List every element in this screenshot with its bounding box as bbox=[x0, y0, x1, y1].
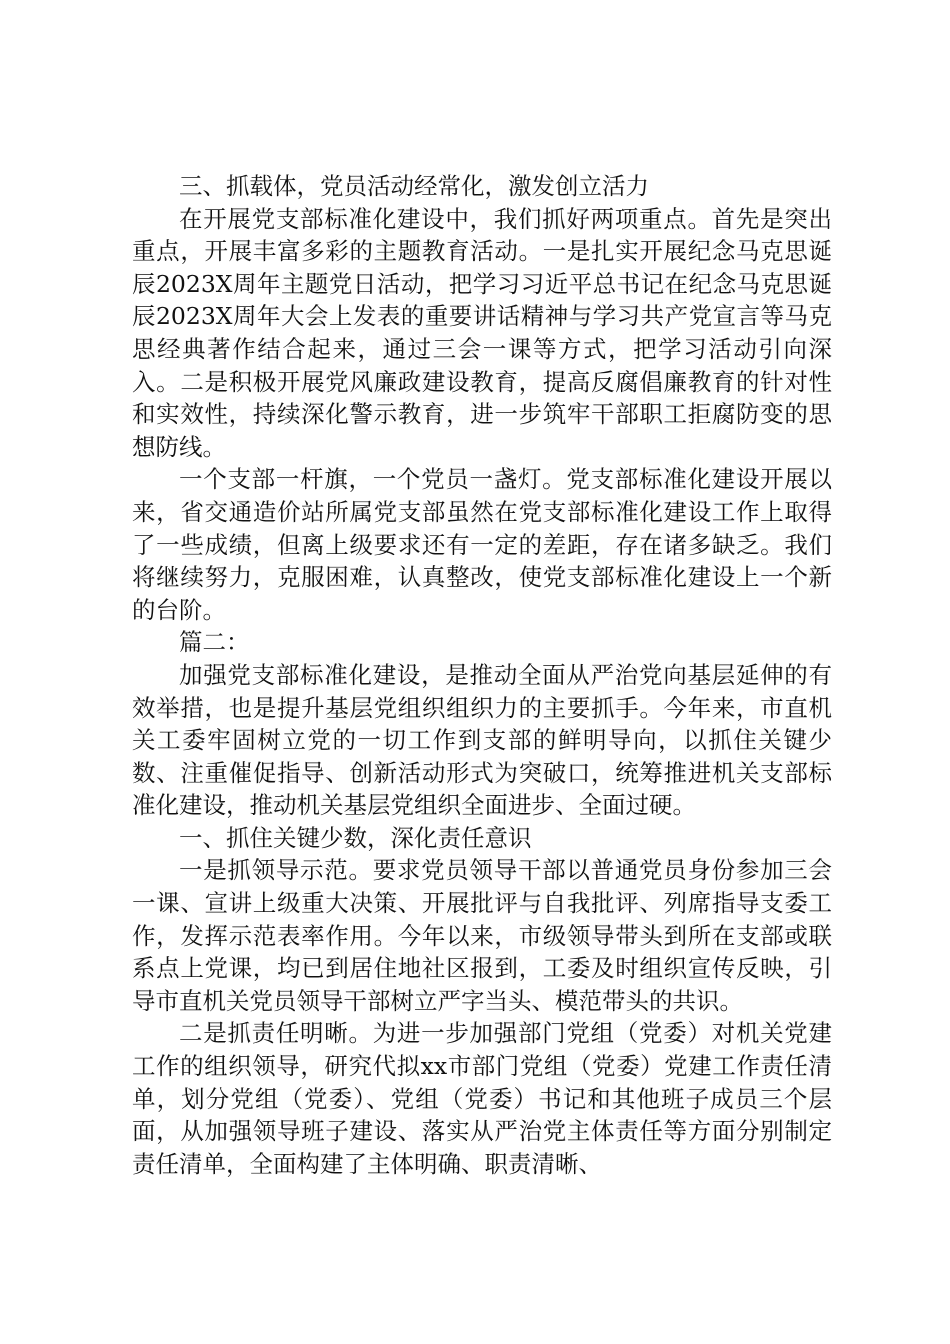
section-heading-3: 三、抓载体，党员活动经常化，激发创立活力 bbox=[179, 172, 649, 200]
document-body bbox=[132, 170, 832, 1180]
section-heading-1: 一、抓住关键少数，深化责任意识 bbox=[179, 823, 532, 852]
paragraph-intro-standardization: 加强党支部标准化建设，是推动全面从严治党向基层延伸的有效举措，也是提升基层党组织组织力的主要抓手。今年来，市直机关工委牢固树立党的一切工作到支部的鲜明导向，以抓住关键少数、注重催促指导、创新活动形式为突破口，统筹推进机关支部标准化建设，推动机关基层党组织全面进步、全面过硬。 bbox=[132, 660, 832, 820]
paragraph-one-branch-one-flag: 一个支部一杆旗，一个党员一盏灯。党支部标准化建设开展以来，省交通造价站所属党支部虽然在党支部标准化建设工作上取得了一些成绩，但离上级要求还有一定的差距，存在诸多缺乏。我们将继续努力，克服困难，认真整改，使党支部标准化建设上一个新的台阶。 bbox=[132, 465, 832, 624]
paragraph-leadership-example: 一是抓领导示范。要求党员领导干部以普通党员身份参加三会一课、宣讲上级重大决策、开展批评与自我批评、列席指导支委工作，发挥示范表率作用。今年以来，市级领导带头到所在支部或联系点上党课，均已到居住地社区报到，工委及时组织宣传反映，引导市直机关党员领导干部树立严字当头、模范带头的共识。 bbox=[132, 856, 832, 1015]
paragraph-theme-education: 在开展党支部标准化建设中，我们抓好两项重点。首先是突出重点，开展丰富多彩的主题教育活动。一是扎实开展纪念马克思诞辰2023X周年主题党日活动，把学习习近平总书记在纪念马克思诞辰2023X周年大会上发表的重要讲话精神与学习共产党宣言等马克思经典著作结合起来，通过三会一课等方式，把学习活动引向深入。二是积极开展党风廉政建设教育，提高反腐倡廉教育的针对性和实效性，持续深化警示教育，进一步筑牢干部职工拒腐防变的思想防线。 bbox=[132, 204, 832, 461]
article-two-heading: 篇二： bbox=[179, 628, 250, 657]
paragraph-clear-responsibility: 二是抓责任明晰。为进一步加强部门党组（党委）对机关党建工作的组织领导，研究代拟xx市部门党组（党委）党建工作责任清单，划分党组（党委）、党组（党委）书记和其他班子成员三个层面，从加强领导班子建设、落实从严治党主体责任等方面分别制定责任清单，全面构建了主体明确、职责清晰、 bbox=[132, 1019, 832, 1178]
